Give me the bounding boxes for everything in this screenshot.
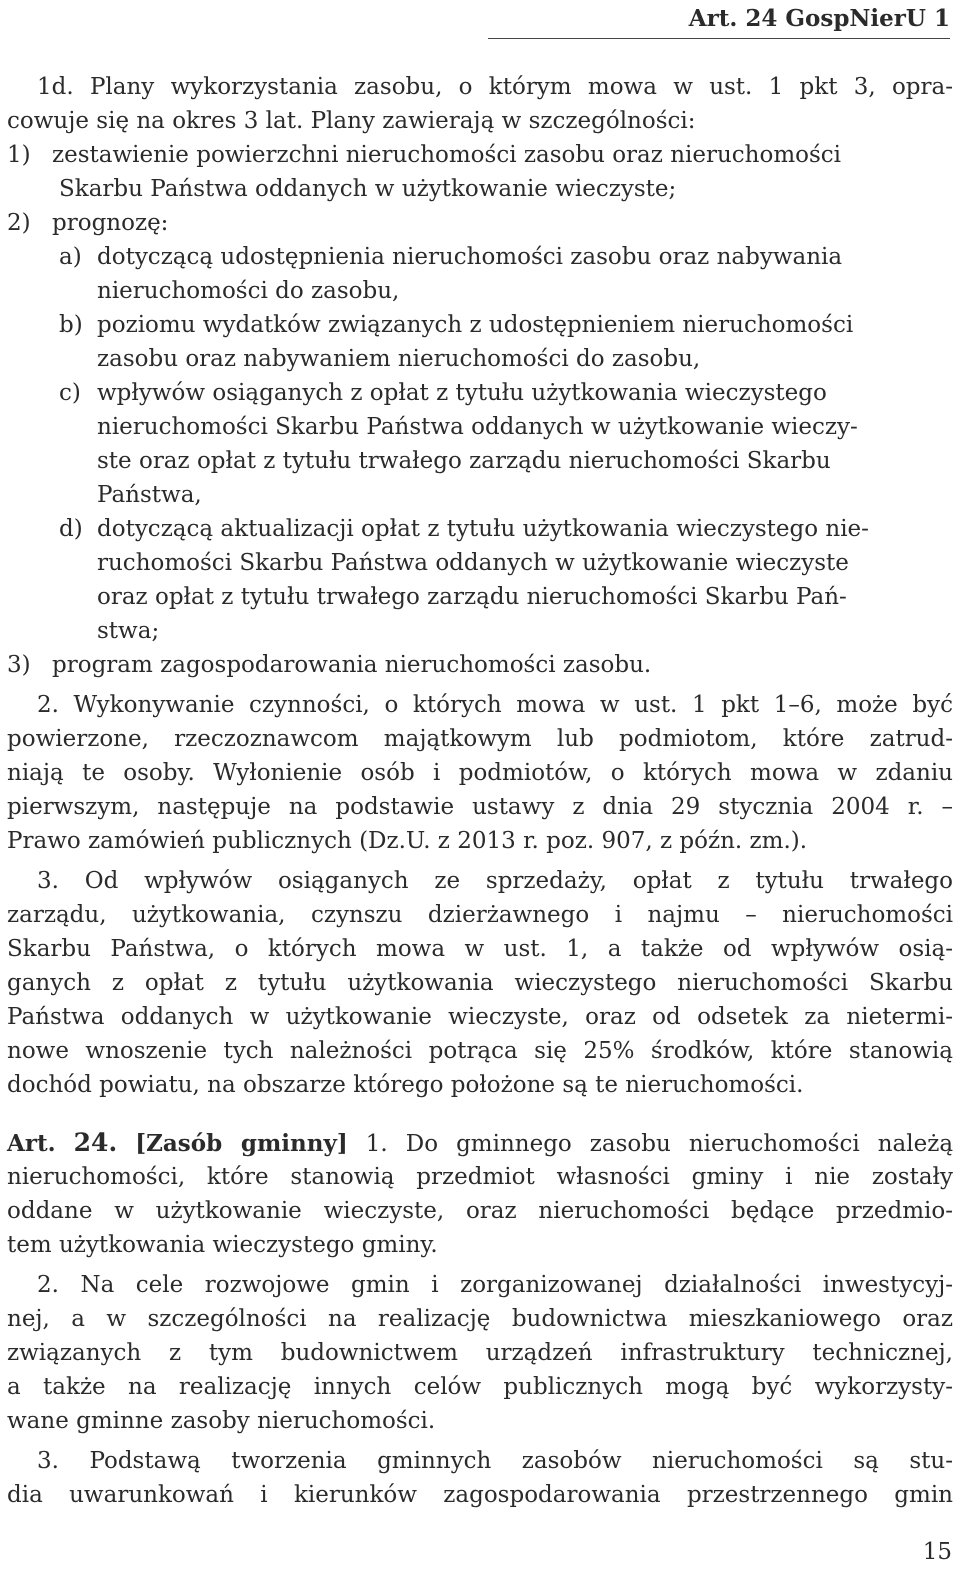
page-number: 15 [922, 1539, 952, 1565]
list-text: wpływów osiąganych z opłat z tytułu użytkowania wieczystego [97, 380, 827, 406]
list-item [7, 308, 953, 342]
text-line: 2. Na cele rozwojowe gmin i zorganizowanej działalności inwestycyj- [37, 1272, 953, 1298]
list-text: prognozę: [52, 210, 169, 236]
text-line: Prawo zamówień publicznych (Dz.U. z 2013 r. poz. 907, z późn. zm.). [7, 828, 808, 854]
text-line: stwa; [97, 618, 160, 644]
text-line: niają te osoby. Wyłonienie osób i podmiotów, o których mowa w zdaniu [7, 760, 953, 786]
list-label: 2) [7, 210, 31, 236]
list-text: dotyczącą aktualizacji opłat z tytułu użytkowania wieczystego nie- [97, 516, 869, 542]
text-line: oraz opłat z tytułu trwałego zarządu nieruchomości Skarbu Pań- [97, 584, 847, 610]
text-line: zarządu, użytkowania, czynszu dzierżawnego i najmu – nieruchomości [7, 902, 953, 928]
list-item [7, 138, 953, 172]
list-text: program zagospodarowania nieruchomości zasobu. [52, 652, 652, 678]
list-label: c) [59, 380, 81, 406]
text-line: ruchomości Skarbu Państwa oddanych w użytkowanie wieczyste [97, 550, 849, 576]
text-line: wane gminne zasoby nieruchomości. [7, 1408, 436, 1434]
text-line: oddane w użytkowanie wieczyste, oraz nieruchomości będące przedmio- [7, 1198, 953, 1224]
text-line: tem użytkowania wieczystego gminy. [7, 1232, 438, 1258]
list-label: b) [59, 312, 83, 338]
list-label: 1) [7, 142, 31, 168]
text-line: związanych z tym budownictwem urządzeń infrastruktury technicznej, [7, 1340, 953, 1366]
list-item [7, 376, 953, 410]
list-label: d) [59, 516, 83, 542]
article-label: Art. [7, 1130, 56, 1157]
text-line: Państwa oddanych w użytkowanie wieczyste, oraz od odsetek za nietermi- [7, 1004, 953, 1030]
text-line: cowuje się na okres 3 lat. Plany zawierają w szczególności: [7, 108, 696, 134]
article-text: 1. Do gminnego zasobu nieruchomości należą [365, 1131, 954, 1157]
text-line: nowe wnoszenie tych należności potrąca się 25% środków, które stanowią [7, 1038, 953, 1064]
list-item [7, 240, 953, 274]
text-line: nej, a w szczególności na realizację budownictwa mieszkaniowego oraz [7, 1306, 953, 1332]
text-line: 2. Wykonywanie czynności, o których mowa w ust. 1 pkt 1–6, może być [37, 692, 953, 718]
text-line: dochód powiatu, na obszarze którego położone są te nieruchomości. [7, 1072, 804, 1098]
text-line: powierzone, rzeczoznawcom majątkowym lub podmiotom, które zatrud- [7, 726, 953, 752]
text-line: Państwa, [97, 482, 202, 508]
text-line: ste oraz opłat z tytułu trwałego zarządu nieruchomości Skarbu [97, 448, 831, 474]
text-line: nieruchomości, które stanowią przedmiot własności gminy i nie zostały [7, 1164, 953, 1190]
text-line: nieruchomości Skarbu Państwa oddanych w użytkowanie wieczy- [97, 414, 858, 440]
text-line: 1d. Plany wykorzystania zasobu, o którym mowa w ust. 1 pkt 3, opra- [37, 74, 953, 100]
text-line: 3. Od wpływów osiąganych ze sprzedaży, opłat z tytułu trwałego [37, 868, 953, 894]
list-text: dotyczącą udostępnienia nieruchomości zasobu oraz nabywania [97, 244, 843, 270]
text-line: nieruchomości do zasobu, [97, 278, 400, 304]
list-label: 3) [7, 652, 31, 678]
text-line: dia uwarunkowań i kierunków zagospodarowania przestrzennego gmin [7, 1482, 953, 1508]
article-title: [Zasób gminny] [135, 1130, 348, 1157]
list-item [7, 648, 953, 682]
list-text: poziomu wydatków związanych z udostępnieniem nieruchomości [97, 312, 854, 338]
article-number: 24. [73, 1128, 118, 1157]
article-heading-line [7, 1126, 953, 1160]
list-item [7, 206, 953, 240]
list-label: a) [59, 244, 82, 270]
document-body [7, 70, 953, 1512]
text-line: Skarbu Państwa, o których mowa w ust. 1, a także od wpływów osią- [7, 936, 953, 962]
text-line: Skarbu Państwa oddanych w użytkowanie wieczyste; [59, 176, 677, 202]
text-line: ganych z opłat z tytułu użytkowania wieczystego nieruchomości Skarbu [7, 970, 953, 996]
running-header: Art. 24 GospNierU 1 [488, 0, 950, 39]
text-line: a także na realizację innych celów publicznych mogą być wykorzysty- [7, 1374, 953, 1400]
list-text: zestawienie powierzchni nieruchomości zasobu oraz nieruchomości [52, 142, 842, 168]
text-line: pierwszym, następuje na podstawie ustawy z dnia 29 stycznia 2004 r. – [7, 794, 953, 820]
list-item [7, 512, 953, 546]
text-line: zasobu oraz nabywaniem nieruchomości do zasobu, [97, 346, 701, 372]
text-line: 3. Podstawą tworzenia gminnych zasobów nieruchomości są stu- [37, 1448, 953, 1474]
